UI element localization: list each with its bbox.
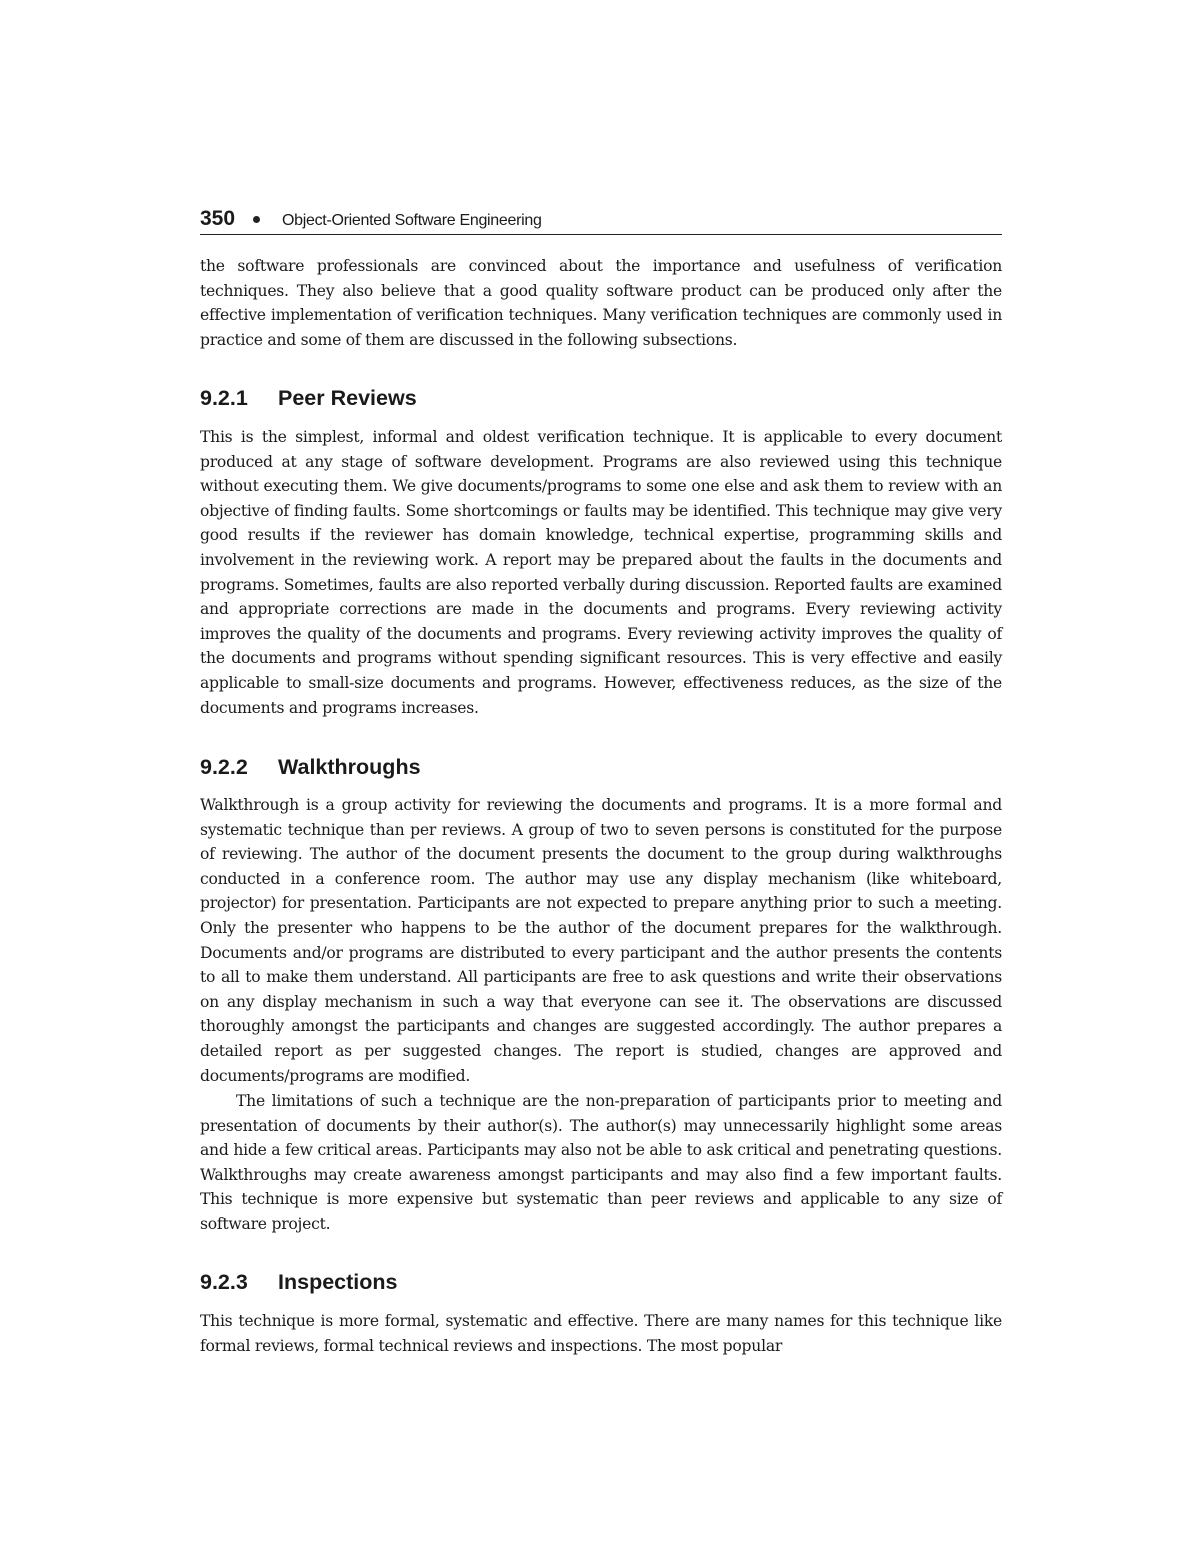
section-number: 9.2.3 xyxy=(200,1270,248,1294)
section-number: 9.2.1 xyxy=(200,386,248,410)
walkthroughs-paragraph-1: Walkthrough is a group activity for reviewing the documents and programs. It is a more formal and systematic technique than per reviews. A group of two to seven persons is constituted for the purpose of reviewing. The author of the document presents the document to the group during walkthroughs conducted in a conference room. The author may use any display mechanism (like whiteboard, projector) for presentation. Participants are not expected to prepare anything prior to such a meeting. Only the presenter who happens to be the author of the document prepares for the walkthrough. Documents and/or programs are distributed to every participant and the author presents the contents to all to make them understand. All participants are free to ask questions and write their observations on any display mechanism in such a way that everyone can see it. The observations are discussed thoroughly amongst the participants and changes are suggested accordingly. The author prepares a detailed report as per suggested changes. The report is studied, changes are approved and documents/programs are modified. xyxy=(200,796,1002,1085)
page-number: 350 xyxy=(200,207,236,230)
inspections-paragraph: This technique is more formal, systematic and effective. There are many names for this technique like formal reviews, formal technical reviews and inspections. The most popular xyxy=(200,1312,1002,1355)
section-heading-peer-reviews xyxy=(200,384,417,412)
section-title: Walkthroughs xyxy=(278,755,421,779)
book-title: Object-Oriented Software Engineering xyxy=(282,212,542,229)
section-title: Peer Reviews xyxy=(278,386,417,410)
bullet-icon xyxy=(253,216,260,223)
intro-paragraph: the software professionals are convinced about the importance and usefulness of verification techniques. They also believe that a good quality software product can be produced only after the effective implementation of verification techniques. Many verification techniques are commonly used in practice and some of them are discussed in the following subsections. xyxy=(200,257,1002,349)
section-number: 9.2.2 xyxy=(200,755,248,779)
peer-reviews-paragraph: This is the simplest, informal and oldest verification technique. It is applicable to every document produced at any stage of software development. Programs are also reviewed using this technique without executing them. We give documents/programs to some one else and ask them to review with an objective of finding faults. Some shortcomings or faults may be identified. This technique may give very good results if the reviewer has domain knowledge, technical expertise, programming skills and involvement in the reviewing work. A report may be prepared about the faults in the documents and programs. Sometimes, faults are also reported verbally during discussion. Reported faults are examined and appropriate corrections are made in the documents and programs. Every reviewing activity improves the quality of the documents and programs. Every reviewing activity improves the quality of the documents and programs without spending significant resources. This is very effective and easily applicable to small-size documents and programs. However, effectiveness reduces, as the size of the documents and programs increases. xyxy=(200,428,1002,717)
running-header xyxy=(200,206,1002,235)
section-heading-inspections xyxy=(200,1268,397,1296)
section-title: Inspections xyxy=(278,1270,398,1294)
section-heading-walkthroughs xyxy=(200,753,421,781)
walkthroughs-paragraph-2: The limitations of such a technique are the non-preparation of participants prior to meeting and presentation of documents by their author(s). The author(s) may unnecessarily highlight some areas and hide a few critical areas. Participants may also not be able to ask critical and penetrating questions. Walkthroughs may create awareness amongst participants and may also find a few important faults. This technique is more expensive but systematic than peer reviews and applicable to any size of software project. xyxy=(200,1092,1002,1233)
